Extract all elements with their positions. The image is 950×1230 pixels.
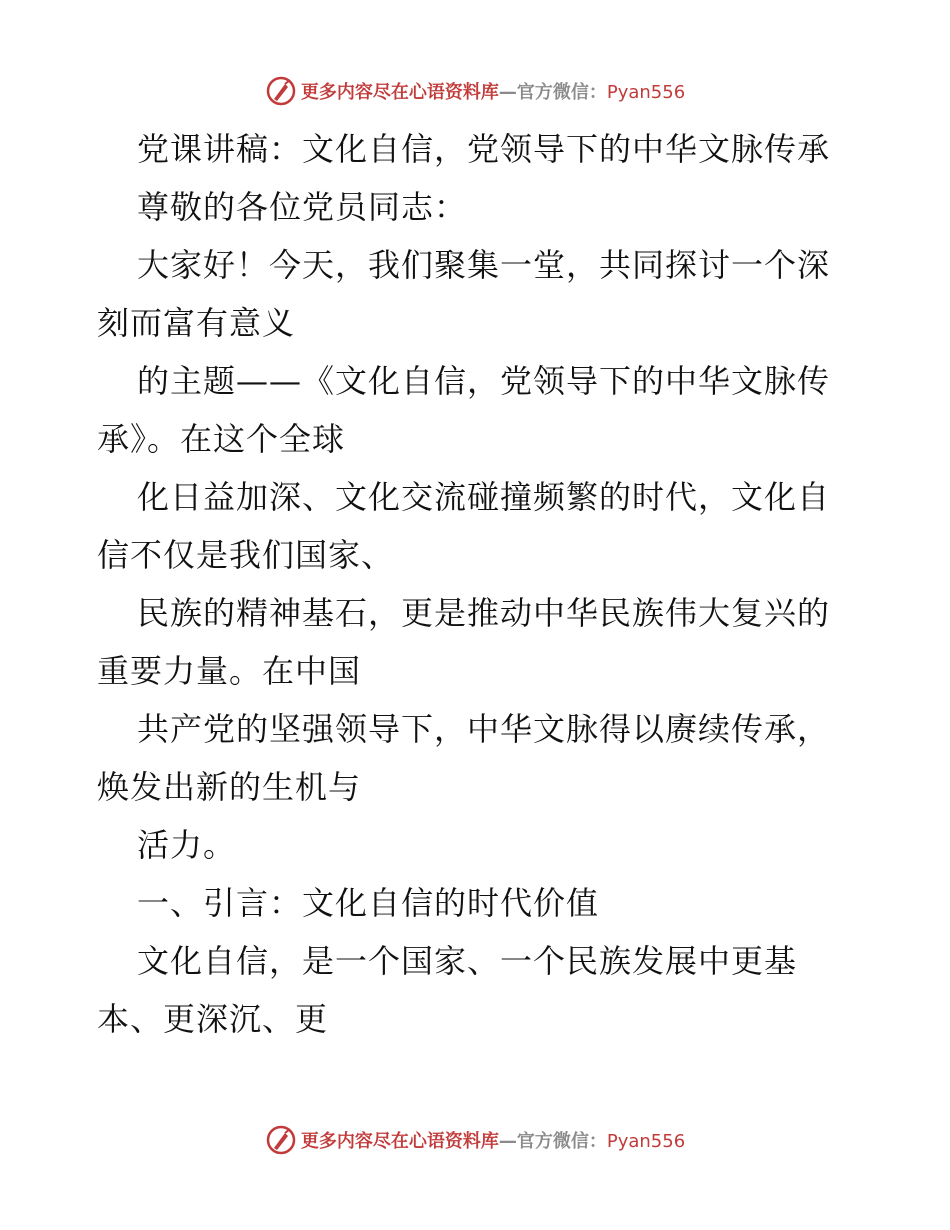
quill-circle-logo-icon	[265, 1124, 297, 1156]
watermark-dash: —	[498, 82, 517, 103]
paragraph-line: 文化自信，是一个国家、一个民族发展中更基	[137, 942, 798, 980]
paragraph-line: 民族的精神基石，更是推动中华民族伟大复兴的	[137, 594, 831, 632]
watermark-text	[301, 1127, 685, 1153]
watermark-label: 官方微信：	[516, 82, 607, 103]
paragraph-line: 重要力量。在中国	[97, 652, 362, 690]
watermark-text	[301, 78, 685, 104]
paragraph-line: 大家好！今天，我们聚集一堂，共同探讨一个深	[137, 246, 831, 284]
footer-watermark	[0, 1120, 950, 1160]
header-watermark	[0, 71, 950, 111]
watermark-brand: 更多内容尽在心语资料库	[300, 82, 499, 103]
document-title: 党课讲稿：文化自信，党领导下的中华文脉传承	[137, 130, 831, 168]
paragraph-line: 焕发出新的生机与	[97, 768, 362, 806]
watermark-dash: —	[498, 1131, 517, 1152]
watermark-label: 官方微信：	[516, 1131, 607, 1152]
salutation: 尊敬的各位党员同志：	[137, 188, 468, 226]
paragraph-line: 的主题——《文化自信，党领导下的中华文脉传	[137, 362, 831, 400]
paragraph-line: 信不仅是我们国家、	[97, 536, 395, 574]
paragraph-line: 刻而富有意义	[97, 304, 296, 342]
watermark-brand: 更多内容尽在心语资料库	[300, 1131, 499, 1152]
watermark-id: Pyan556	[606, 82, 686, 103]
watermark-id: Pyan556	[606, 1131, 686, 1152]
paragraph-line: 化日益加深、文化交流碰撞频繁的时代，文化自	[137, 478, 831, 516]
paragraph-line: 共产党的坚强领导下，中华文脉得以赓续传承，	[137, 710, 831, 748]
paragraph-line: 承》。在这个全球	[97, 420, 346, 458]
quill-circle-logo-icon	[265, 75, 297, 107]
paragraph-line: 本、更深沉、更	[97, 1000, 329, 1038]
section-heading: 一、引言：文化自信的时代价值	[137, 884, 600, 922]
paragraph-line: 活力。	[137, 826, 237, 864]
